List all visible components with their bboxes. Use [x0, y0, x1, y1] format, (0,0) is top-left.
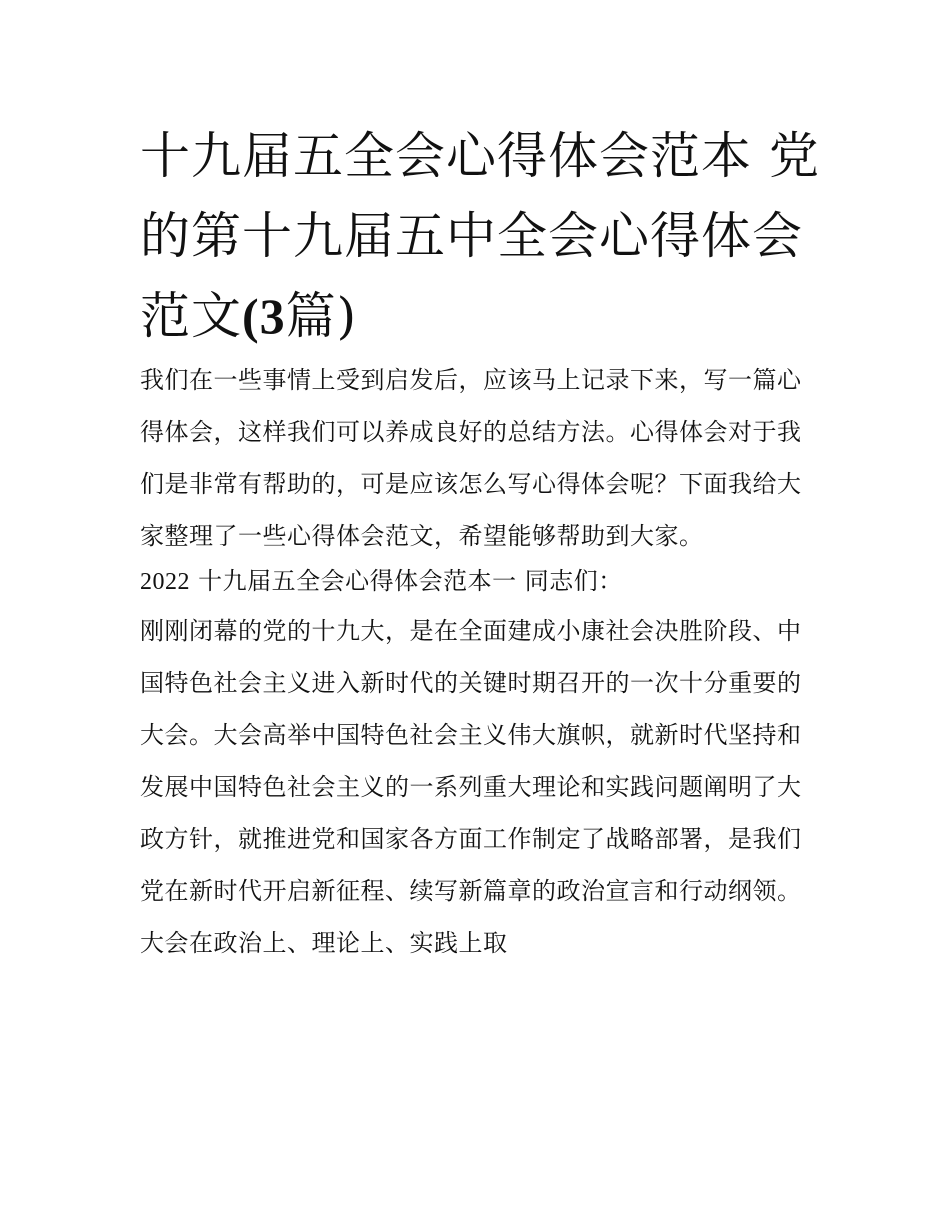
- section-year: 2022: [140, 569, 190, 595]
- section-heading: [140, 555, 820, 608]
- body-paragraph: 刚刚闭幕的党的十九大，是在全面建成小康社会决胜阶段、中国特色社会主义进入新时代的关键时期召开的一次十分重要的大会。大会高举中国特色社会主义伟大旗帜，就新时代坚持和发展中国特色社会主义的一系列重大理论和实践问题阐明了大政方针，就推进党和国家各方面工作制定了战略部署，是我们党在新时代开启新征程、续写新篇章的政治宣言和行动纲领。大会在政治上、理论上、实践上取: [140, 617, 802, 957]
- document-title: [140, 116, 830, 356]
- title-count: (3: [242, 288, 286, 344]
- title-suffix: 篇): [285, 287, 358, 345]
- intro-paragraph: 我们在一些事情上受到启发后，应该马上记录下来，写一篇心得体会，这样我们可以养成良好的总结方法。心得体会对于我们是非常有帮助的，可是应该怎么写心得体会呢？下面我给大家整理了一些心得体会范文，希望能够帮助到大家。: [140, 366, 802, 550]
- section-heading-text: 十九届五全会心得体会范本一 同志们：: [190, 567, 623, 595]
- title-text: 十九届五全会心得体会范本 党的第十九届五中全会心得体会范文: [140, 127, 820, 345]
